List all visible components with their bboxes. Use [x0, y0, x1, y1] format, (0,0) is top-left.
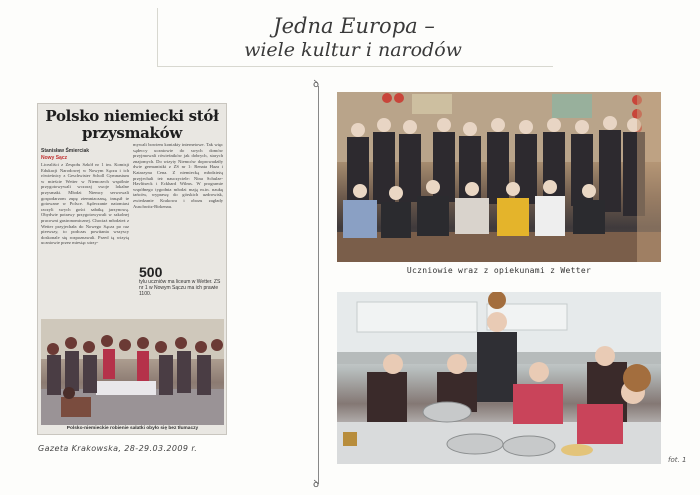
- clipping-author: Stanisław Śmierciak: [41, 148, 90, 154]
- clipping-column-2: mywali bowiem kontakty internetowe. Tak więc sądeccy uczniowie do swych domów przyjmowali rówieśników jak dobrych, starych znajomych. Do wizyty Niemców doprowadziły dwie germanistki z ZS nr 1: Renata Haza i Katarzyna Cena. Z niemiecką młodzieżą przyjechali też nauczyciele: Nina Schulze-Havlitseck i Eckhard Wilms. W programie współnego tygodnia młodzi mają m.in. naukę tańców, wyprawę do górskich uzdrowisk, zwiedzanie Krakowa i obozu zagłady Auschwitz-Birkenau.: [133, 142, 223, 209]
- spiral-icon: ꝺ: [313, 79, 319, 90]
- newspaper-clipping: [38, 104, 226, 434]
- group-photo-illustration: [337, 92, 661, 262]
- cooking-photo-illustration: [337, 292, 661, 464]
- group-photo-caption: Uczniowie wraz z opiekunami z Wetter: [406, 266, 592, 275]
- page-title-line2: wiele kultur i narodów: [244, 39, 462, 61]
- cooking-photo: [337, 292, 661, 464]
- clipping-source: Gazeta Krakowska, 28-29.03.2009 r.: [38, 444, 198, 453]
- clipping-photo-illustration: [41, 319, 224, 425]
- clipping-location: Nowy Sącz: [41, 155, 68, 161]
- page-margin-line: [318, 86, 319, 484]
- page-title-line1: Jedna Europa –: [273, 14, 435, 38]
- clipping-stat-text: tylu uczniów ma liceum w Wetter. ZS nr 1 w Nowym Sączu ma ich prawie 1100.: [139, 279, 221, 297]
- clipping-headline: Polsko niemiecki stół przysmaków: [45, 107, 219, 142]
- photo-label: fot. 1: [668, 456, 687, 464]
- clipping-photo: [41, 319, 224, 425]
- clipping-column-1: Licealiści z Zespołu Szkół nr 1 im. Komisji Edukacji Narodowej w Nowym Sączu i ich rówieśnicy z Geschwister Scholl Gymnasium w mieście Wetter w Niemczech wspólnie przygotowywali wczoraj swoje lokalne przysmaki. Młodzi Niemcy serwowali gospodarzom zupę ziemniaczaną, innąsił te gotowane w Polsce. Sądeczanie natomiast raczyli swych gości sałatką jarzynową. Obydwie potrawy przygotowywali w szkolnej pracowni gastronomicznej. Chociaż młodzież z Wetter przyjechała do Nowego Sącza po raz pierwszy, to podczas powitania wszyscy doskonale się rozpoznawali. Przed tą wizytą uczniowie przez miesiąc utrzy-: [41, 162, 129, 246]
- clipping-photo-caption: Polsko-niemieckie robienie sałatki obyło się bez tłumaczy: [66, 426, 199, 431]
- page-title: [0, 14, 700, 62]
- clipping-stat-number: 500: [139, 264, 163, 280]
- group-photo: [337, 92, 661, 262]
- spiral-icon: ꝺ: [313, 479, 319, 490]
